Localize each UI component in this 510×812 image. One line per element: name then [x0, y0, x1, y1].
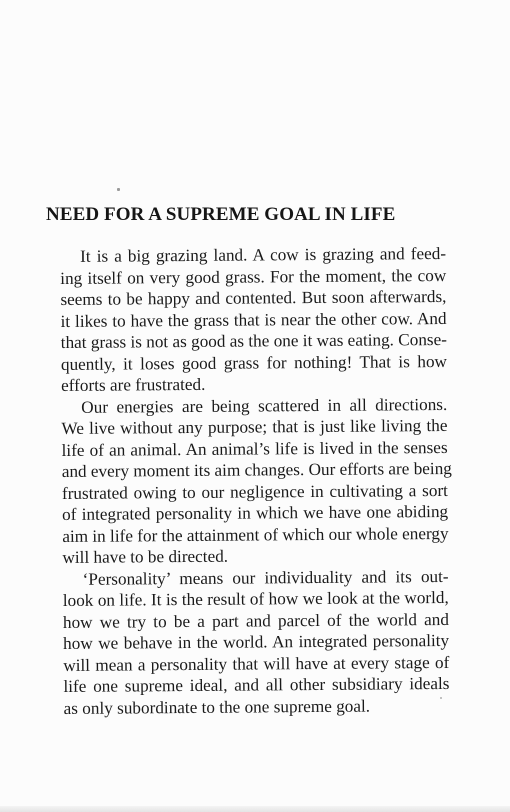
text-line: and every moment its aim changes. Our efforts are being: [61, 458, 452, 481]
text-line: how we behave in the world. An integrated personality: [63, 630, 450, 653]
text-line: ‘Personality’ means our individuality and its out-: [82, 566, 449, 589]
text-line: ing itself on very good grass. For the moment, the cow: [60, 265, 447, 288]
page-edge: [0, 806, 510, 812]
text-line: how we try to be a part and parcel of the world and: [62, 609, 450, 632]
text-line: quently, it loses good grass for nothing! That is how: [60, 351, 447, 374]
text-line: will mean a personality that will have at every stage of: [63, 652, 450, 675]
ink-speck: [117, 188, 120, 191]
text-line: seems to be happy and contented. But soon afterwards,: [60, 286, 447, 309]
text-line: life of an animal. An animal’s life is lived in the senses: [61, 437, 448, 460]
body-text: [60, 243, 450, 719]
text-line: look on life. It is the result of how we look at the world,: [62, 587, 449, 610]
text-line: of integrated personality in which we have one abiding: [62, 501, 449, 524]
text-line: We live without any purpose; that is just like living the: [61, 415, 448, 438]
text-line: will have to be directed.: [62, 546, 229, 567]
text-line: it likes to have the grass that is near the other cow. And: [60, 308, 447, 331]
text-line: It is a big grazing land. A cow is grazing and feed-: [80, 243, 447, 266]
text-line: aim in life for the attainment of which our whole energy: [62, 523, 449, 546]
text-line: life one supreme ideal, and all other subsidiary ideals: [63, 673, 450, 696]
text-line: efforts are frustrated.: [61, 374, 206, 395]
text-line: frustrated owing to our negligence in cultivating a sort: [61, 480, 449, 503]
text-line: Our energies are being scattered in all directions.: [81, 394, 448, 417]
page-title: NEED FOR A SUPREME GOAL IN LIFE: [46, 204, 396, 225]
text-line: as only subordinate to the one supreme goal.: [63, 696, 371, 718]
text-line: that grass is not as good as the one it was eating. Conse-: [60, 329, 448, 352]
